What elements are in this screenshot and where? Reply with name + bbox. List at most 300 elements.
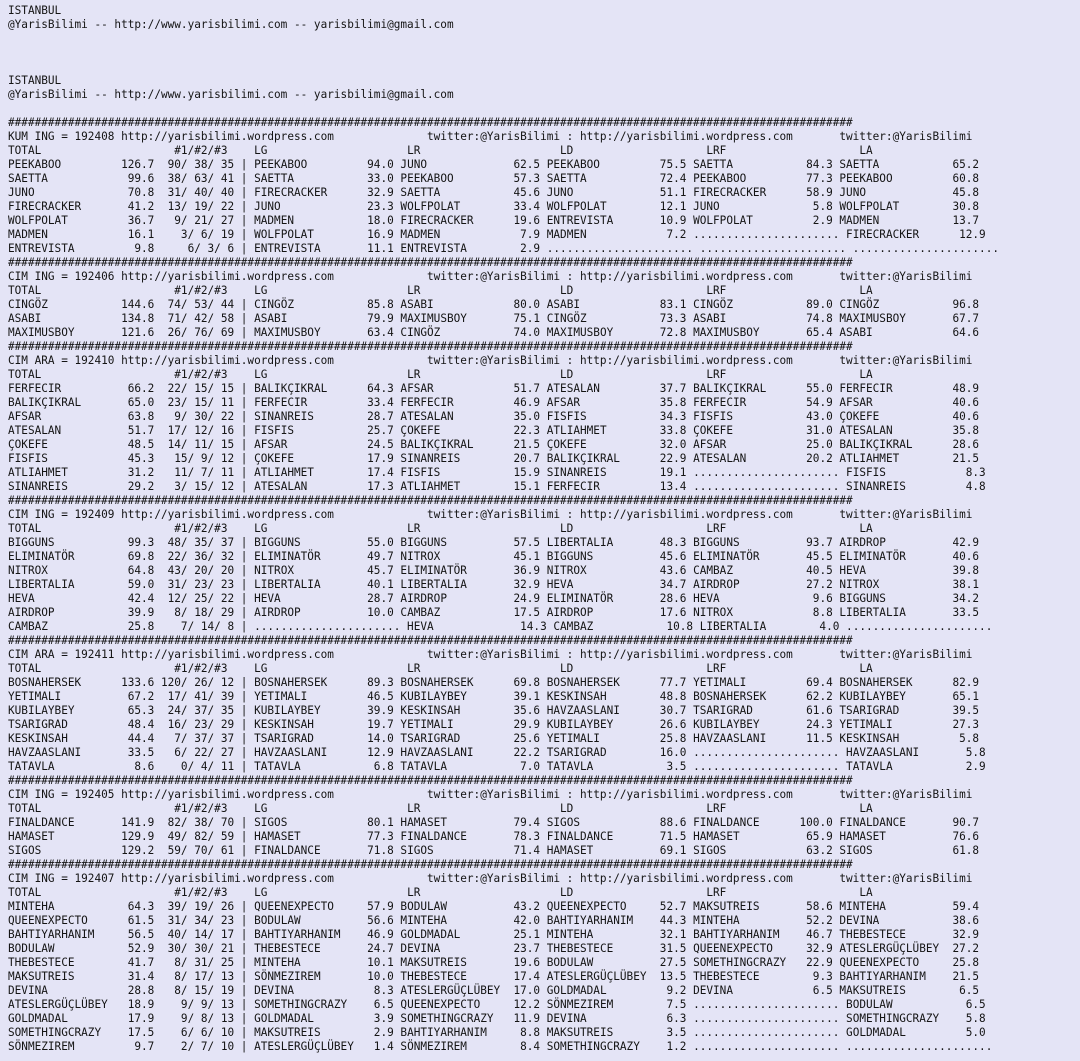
lr-cell: FISFIS 15.9: [393, 466, 541, 479]
race-twitter-handle: twitter:@YarisBilimi: [839, 354, 973, 367]
lr-cell: SÖNMEZIREM 8.4: [393, 1040, 541, 1053]
table-row: [8, 298, 1080, 312]
column-header-lrf: LRF: [706, 802, 860, 815]
lg-cell: CINGÖZ 85.8: [247, 298, 394, 311]
lg-cell: BAHTIYARHANIM 46.9: [247, 928, 394, 941]
column-header-la: LA: [859, 284, 873, 297]
ld-cell: CINGÖZ 73.3: [540, 312, 687, 325]
column-header-total: TOTAL #1/#2/#3: [8, 368, 255, 381]
table-row: [8, 942, 1080, 956]
separator-line: ###############################################################################################################################: [8, 256, 853, 269]
table-row: [8, 914, 1080, 928]
table-row: [8, 676, 1080, 690]
table-row: [8, 998, 1080, 1012]
table-row: [8, 704, 1080, 718]
column-header-lrf: LRF: [706, 368, 860, 381]
la-cell: FINALDANCE 90.7: [832, 816, 980, 829]
column-header-la: LA: [859, 802, 873, 815]
lrf-cell: ÇOKEFE 31.0: [686, 424, 833, 437]
lrf-cell: MINTEHA 52.2: [686, 914, 833, 927]
lr-cell: HEVA 14.3: [400, 620, 547, 633]
column-header-ld: LD: [560, 886, 707, 899]
lrf-cell: QUEENEXPECTO 32.9: [686, 942, 833, 955]
lg-cell: HAVZAASLANI 12.9: [247, 746, 394, 759]
column-header-total: TOTAL #1/#2/#3: [8, 522, 255, 535]
ld-cell: SIGOS 88.6: [540, 816, 687, 829]
lr-cell: SINANREIS 20.7: [393, 452, 541, 465]
lrf-cell: ......................: [686, 1040, 840, 1053]
table-row: [8, 214, 1080, 228]
lr-cell: ATESLERGÜÇLÜBEY 17.0: [393, 984, 541, 997]
city-heading: ISTANBUL: [8, 74, 62, 87]
race-title: CIM ING = 192406 http://yarisbilimi.wordpress.com: [8, 270, 427, 283]
total-cell: MINTEHA 64.3 39/ 19/ 26 |: [8, 900, 248, 913]
lg-cell: SÖNMEZIREM 10.0: [247, 970, 394, 983]
lg-cell: NITROX 45.7: [247, 564, 394, 577]
race-title-line: [8, 354, 1080, 368]
lrf-cell: DEVINA 6.5: [686, 984, 833, 997]
lr-cell: WOLFPOLAT 33.4: [393, 200, 541, 213]
table-row: [8, 564, 1080, 578]
la-cell: SOMETHINGCRAZY 5.8: [839, 1012, 986, 1025]
lr-cell: PEEKABOO 57.3: [393, 172, 541, 185]
ld-cell: BODULAW 27.5: [540, 956, 687, 969]
ld-cell: GOLDMADAL 9.2: [540, 984, 687, 997]
race-title: CIM ARA = 192411 http://yarisbilimi.wordpress.com: [8, 648, 427, 661]
lrf-cell: ASABI 74.8: [686, 312, 833, 325]
lr-cell: NITROX 45.1: [393, 550, 541, 563]
total-cell: CINGÖZ 144.6 74/ 53/ 44 |: [8, 298, 248, 311]
la-cell: SAETTA 65.2: [832, 158, 980, 171]
column-header-lr: LR: [407, 662, 561, 675]
la-cell: ......................: [839, 1040, 993, 1053]
column-header-lg: LG: [254, 522, 408, 535]
lg-cell: SOMETHINGCRAZY 6.5: [247, 998, 394, 1011]
ld-cell: HAMASET 69.1: [540, 844, 687, 857]
la-cell: GOLDMADAL 5.0: [839, 1026, 986, 1039]
lr-cell: FINALDANCE 78.3: [393, 830, 541, 843]
race-title-line: [8, 270, 1080, 284]
la-cell: NITROX 38.1: [832, 578, 980, 591]
la-cell: SINANREIS 4.8: [839, 480, 986, 493]
table-row: [8, 536, 1080, 550]
ld-cell: AFSAR 35.8: [540, 396, 687, 409]
total-cell: KUBILAYBEY 65.3 24/ 37/ 35 |: [8, 704, 248, 717]
table-row: [8, 844, 1080, 858]
table-row: [8, 466, 1080, 480]
contact-line: @YarisBilimi -- http://www.yarisbilimi.com -- yarisbilimi@gmail.com: [8, 88, 454, 101]
total-cell: MAXIMUSBOY 121.6 26/ 76/ 69 |: [8, 326, 248, 339]
total-cell: SIGOS 129.2 59/ 70/ 61 |: [8, 844, 248, 857]
total-cell: BIGGUNS 99.3 48/ 35/ 37 |: [8, 536, 248, 549]
table-row: [8, 970, 1080, 984]
total-cell: BOSNAHERSEK 133.6 120/ 26/ 12 |: [8, 676, 248, 689]
lrf-cell: HAMASET 65.9: [686, 830, 833, 843]
table-row: [8, 718, 1080, 732]
race-twitter-link: twitter:@YarisBilimi : http://yarisbilimi.wordpress.com: [427, 508, 840, 521]
lr-cell: KESKINSAH 35.6: [393, 704, 541, 717]
total-cell: ATESALAN 51.7 17/ 12/ 16 |: [8, 424, 248, 437]
lrf-cell: MAKSUTREIS 58.6: [686, 900, 833, 913]
lrf-cell: ......................: [686, 480, 840, 493]
lrf-cell: CAMBAZ 40.5: [686, 564, 833, 577]
column-header-line: [8, 368, 1080, 382]
ld-cell: ELIMINATÖR 28.6: [540, 592, 687, 605]
la-cell: BIGGUNS 34.2: [832, 592, 980, 605]
ld-cell: SINANREIS 19.1: [540, 466, 687, 479]
lrf-cell: FERFECIR 54.9: [686, 396, 833, 409]
column-header-line: [8, 802, 1080, 816]
ld-cell: PEEKABOO 75.5: [540, 158, 687, 171]
ld-cell: ATLIAHMET 33.8: [540, 424, 687, 437]
blank-line: [8, 32, 1080, 46]
total-cell: FERFECIR 66.2 22/ 15/ 15 |: [8, 382, 248, 395]
column-header-line: [8, 284, 1080, 298]
race-title: KUM ING = 192408 http://yarisbilimi.wordpress.com: [8, 130, 427, 143]
lg-cell: GOLDMADAL 3.9: [247, 1012, 394, 1025]
table-row: [8, 326, 1080, 340]
lr-cell: TATAVLA 7.0: [393, 760, 541, 773]
total-cell: JUNO 70.8 31/ 40/ 40 |: [8, 186, 248, 199]
lr-cell: BIGGUNS 57.5: [393, 536, 541, 549]
column-header-ld: LD: [560, 368, 707, 381]
column-header-line: [8, 662, 1080, 676]
contact-line: @YarisBilimi -- http://www.yarisbilimi.com -- yarisbilimi@gmail.com: [8, 18, 454, 31]
lrf-cell: PEEKABOO 77.3: [686, 172, 833, 185]
lg-cell: BODULAW 56.6: [247, 914, 394, 927]
lg-cell: ATLIAHMET 17.4: [247, 466, 394, 479]
column-header-ld: LD: [560, 284, 707, 297]
la-cell: ASABI 64.6: [832, 326, 980, 339]
la-cell: BALIKÇIKRAL 28.6: [832, 438, 980, 451]
ld-cell: CAMBAZ 10.8: [546, 620, 694, 633]
blank-line: [8, 46, 1080, 60]
race-twitter-handle: twitter:@YarisBilimi: [839, 508, 973, 521]
ld-cell: QUEENEXPECTO 52.7: [540, 900, 687, 913]
table-row: [8, 830, 1080, 844]
lg-cell: ENTREVISTA 11.1: [247, 242, 394, 255]
lrf-cell: TSARIGRAD 61.6: [686, 704, 833, 717]
column-header-total: TOTAL #1/#2/#3: [8, 284, 255, 297]
column-header-lg: LG: [254, 886, 408, 899]
ld-cell: SÖNMEZIREM 7.5: [540, 998, 687, 1011]
la-cell: PEEKABOO 60.8: [832, 172, 980, 185]
lg-cell: TATAVLA 6.8: [247, 760, 394, 773]
total-cell: BALIKÇIKRAL 65.0 23/ 15/ 11 |: [8, 396, 248, 409]
column-header-lg: LG: [254, 662, 408, 675]
total-cell: TSARIGRAD 48.4 16/ 23/ 29 |: [8, 718, 248, 731]
table-row: [8, 578, 1080, 592]
ld-cell: ASABI 83.1: [540, 298, 687, 311]
total-cell: CAMBAZ 25.8 7/ 14/ 8 |: [8, 620, 248, 633]
total-cell: TATAVLA 8.6 0/ 4/ 11 |: [8, 760, 248, 773]
total-cell: HAMASET 129.9 49/ 82/ 59 |: [8, 830, 248, 843]
column-header-total: TOTAL #1/#2/#3: [8, 802, 255, 815]
race-twitter-link: twitter:@YarisBilimi : http://yarisbilimi.wordpress.com: [427, 130, 840, 143]
table-row: [8, 592, 1080, 606]
table-row: [8, 746, 1080, 760]
lrf-cell: ......................: [686, 228, 840, 241]
table-row: [8, 732, 1080, 746]
column-header-la: LA: [859, 662, 873, 675]
la-cell: KESKINSAH 5.8: [832, 732, 980, 745]
la-cell: MAKSUTREIS 6.5: [832, 984, 980, 997]
total-cell: SAETTA 99.6 38/ 63/ 41 |: [8, 172, 248, 185]
lrf-cell: ......................: [686, 466, 840, 479]
column-header-lr: LR: [407, 368, 561, 381]
table-row: [8, 242, 1080, 256]
lg-cell: YETIMALI 46.5: [247, 690, 394, 703]
lr-cell: TSARIGRAD 25.6: [393, 732, 541, 745]
lrf-cell: JUNO 5.8: [686, 200, 833, 213]
lr-cell: DEVINA 23.7: [393, 942, 541, 955]
la-cell: HAMASET 76.6: [832, 830, 980, 843]
total-cell: QUEENEXPECTO 61.5 31/ 34/ 23 |: [8, 914, 248, 927]
ld-cell: FISFIS 34.3: [540, 410, 687, 423]
lr-cell: ELIMINATÖR 36.9: [393, 564, 541, 577]
la-cell: FISFIS 8.3: [839, 466, 986, 479]
column-header-total: TOTAL #1/#2/#3: [8, 662, 255, 675]
lg-cell: FINALDANCE 71.8: [247, 844, 394, 857]
lg-cell: SAETTA 33.0: [247, 172, 394, 185]
table-row: [8, 228, 1080, 242]
la-cell: ATESALAN 35.8: [832, 424, 980, 437]
table-row: [8, 1012, 1080, 1026]
lrf-cell: FISFIS 43.0: [686, 410, 833, 423]
column-header-la: LA: [859, 886, 873, 899]
race-twitter-link: twitter:@YarisBilimi : http://yarisbilimi.wordpress.com: [427, 270, 840, 283]
la-cell: TSARIGRAD 39.5: [832, 704, 980, 717]
la-cell: ATESLERGÜÇLÜBEY 27.2: [832, 942, 980, 955]
ld-cell: LIBERTALIA 48.3: [540, 536, 687, 549]
lg-cell: ......................: [247, 620, 401, 633]
lg-cell: BIGGUNS 55.0: [247, 536, 394, 549]
table-row: [8, 1026, 1080, 1040]
race-twitter-handle: twitter:@YarisBilimi: [839, 270, 973, 283]
ld-cell: NITROX 43.6: [540, 564, 687, 577]
lr-cell: GOLDMADAL 25.1: [393, 928, 541, 941]
lrf-cell: ......................: [686, 998, 840, 1011]
total-cell: LIBERTALIA 59.0 31/ 23/ 23 |: [8, 578, 248, 591]
la-cell: BAHTIYARHANIM 21.5: [832, 970, 980, 983]
lrf-cell: HEVA 9.6: [686, 592, 833, 605]
ld-cell: FERFECIR 13.4: [540, 480, 687, 493]
separator-line: ###############################################################################################################################: [8, 634, 853, 647]
race-title: CIM ARA = 192410 http://yarisbilimi.wordpress.com: [8, 354, 427, 367]
lr-cell: HAVZAASLANI 22.2: [393, 746, 541, 759]
la-cell: SIGOS 61.8: [832, 844, 980, 857]
race-twitter-handle: twitter:@YarisBilimi: [839, 788, 973, 801]
lr-cell: SIGOS 71.4: [393, 844, 541, 857]
total-cell: BODULAW 52.9 30/ 30/ 21 |: [8, 942, 248, 955]
total-cell: BAHTIYARHANIM 56.5 40/ 14/ 17 |: [8, 928, 248, 941]
race-twitter-link: twitter:@YarisBilimi : http://yarisbilimi.wordpress.com: [427, 648, 840, 661]
ld-cell: ENTREVISTA 10.9: [540, 214, 687, 227]
lg-cell: MADMEN 18.0: [247, 214, 394, 227]
lg-cell: DEVINA 8.3: [247, 984, 394, 997]
lr-cell: AIRDROP 24.9: [393, 592, 541, 605]
ld-cell: ATESLERGÜÇLÜBEY 13.5: [540, 970, 687, 983]
column-header-la: LA: [859, 144, 873, 157]
lr-cell: SOMETHINGCRAZY 11.9: [393, 1012, 541, 1025]
race-twitter-link: twitter:@YarisBilimi : http://yarisbilimi.wordpress.com: [427, 788, 840, 801]
ld-cell: BIGGUNS 45.6: [540, 550, 687, 563]
lr-cell: YETIMALI 29.9: [393, 718, 541, 731]
separator-line: ###############################################################################################################################: [8, 340, 853, 353]
lrf-cell: ......................: [686, 760, 840, 773]
total-cell: AFSAR 63.8 9/ 30/ 22 |: [8, 410, 248, 423]
lg-cell: WOLFPOLAT 16.9: [247, 228, 394, 241]
lrf-cell: WOLFPOLAT 2.9: [686, 214, 833, 227]
race-twitter-link: twitter:@YarisBilimi : http://yarisbilimi.wordpress.com: [427, 872, 840, 885]
lrf-cell: SOMETHINGCRAZY 22.9: [686, 956, 833, 969]
ld-cell: YETIMALI 25.8: [540, 732, 687, 745]
column-header-line: [8, 522, 1080, 536]
la-cell: DEVINA 38.6: [832, 914, 980, 927]
lr-cell: THEBESTECE 17.4: [393, 970, 541, 983]
lg-cell: FISFIS 25.7: [247, 424, 394, 437]
la-cell: BODULAW 6.5: [839, 998, 986, 1011]
lr-cell: FIRECRACKER 19.6: [393, 214, 541, 227]
ld-cell: DEVINA 6.3: [540, 1012, 687, 1025]
table-row: [8, 396, 1080, 410]
lr-cell: FERFECIR 46.9: [393, 396, 541, 409]
lg-cell: MINTEHA 10.1: [247, 956, 394, 969]
lg-cell: ATESLERGÜÇLÜBEY 1.4: [247, 1040, 394, 1053]
la-cell: ÇOKEFE 40.6: [832, 410, 980, 423]
lg-cell: HEVA 28.7: [247, 592, 394, 605]
lg-cell: QUEENEXPECTO 57.9: [247, 900, 394, 913]
lrf-cell: SIGOS 63.2: [686, 844, 833, 857]
ld-cell: KUBILAYBEY 26.6: [540, 718, 687, 731]
la-cell: THEBESTECE 32.9: [832, 928, 980, 941]
column-header-la: LA: [859, 522, 873, 535]
table-row: [8, 760, 1080, 774]
la-cell: KUBILAYBEY 65.1: [832, 690, 980, 703]
column-header-lr: LR: [407, 802, 561, 815]
ld-cell: MADMEN 7.2: [540, 228, 687, 241]
column-header-lg: LG: [254, 802, 408, 815]
la-cell: QUEENEXPECTO 25.8: [832, 956, 980, 969]
column-header-lr: LR: [407, 886, 561, 899]
total-cell: ASABI 134.8 71/ 42/ 58 |: [8, 312, 248, 325]
ld-cell: TSARIGRAD 16.0: [540, 746, 687, 759]
lr-cell: ATLIAHMET 15.1: [393, 480, 541, 493]
column-header-line: [8, 144, 1080, 158]
lrf-cell: ......................: [686, 746, 840, 759]
total-cell: MAKSUTREIS 31.4 8/ 17/ 13 |: [8, 970, 248, 983]
la-cell: LIBERTALIA 33.5: [832, 606, 980, 619]
ld-cell: TATAVLA 3.5: [540, 760, 687, 773]
ld-cell: THEBESTECE 31.5: [540, 942, 687, 955]
ld-cell: ......................: [540, 242, 694, 255]
lg-cell: FERFECIR 33.4: [247, 396, 394, 409]
lrf-cell: CINGÖZ 89.0: [686, 298, 833, 311]
table-row: [8, 816, 1080, 830]
total-cell: PEEKABOO 126.7 90/ 38/ 35 |: [8, 158, 248, 171]
la-cell: BOSNAHERSEK 82.9: [832, 676, 980, 689]
la-cell: YETIMALI 27.3: [832, 718, 980, 731]
table-row: [8, 424, 1080, 438]
ld-cell: BOSNAHERSEK 77.7: [540, 676, 687, 689]
lr-cell: HAMASET 79.4: [393, 816, 541, 829]
la-cell: MADMEN 13.7: [832, 214, 980, 227]
lrf-cell: FINALDANCE 100.0: [686, 816, 833, 829]
lrf-cell: BOSNAHERSEK 62.2: [686, 690, 833, 703]
la-cell: AIRDROP 42.9: [832, 536, 980, 549]
la-cell: ELIMINATÖR 40.6: [832, 550, 980, 563]
lg-cell: KUBILAYBEY 39.9: [247, 704, 394, 717]
column-header-ld: LD: [560, 522, 707, 535]
table-row: [8, 984, 1080, 998]
race-title-line: [8, 130, 1080, 144]
table-row: [8, 900, 1080, 914]
lrf-cell: NITROX 8.8: [686, 606, 833, 619]
total-cell: SÖNMEZIREM 9.7 2/ 7/ 10 |: [8, 1040, 248, 1053]
column-header-lg: LG: [254, 368, 408, 381]
column-header-lrf: LRF: [706, 522, 860, 535]
lg-cell: FIRECRACKER 32.9: [247, 186, 394, 199]
column-header-lrf: LRF: [706, 284, 860, 297]
race-title-line: [8, 788, 1080, 802]
lrf-cell: FIRECRACKER 58.9: [686, 186, 833, 199]
la-cell: WOLFPOLAT 30.8: [832, 200, 980, 213]
lr-cell: BODULAW 43.2: [393, 900, 541, 913]
column-header-lr: LR: [407, 522, 561, 535]
lr-cell: BAHTIYARHANIM 8.8: [393, 1026, 541, 1039]
lr-cell: BOSNAHERSEK 69.8: [393, 676, 541, 689]
lrf-cell: BIGGUNS 93.7: [686, 536, 833, 549]
separator-line: ###############################################################################################################################: [8, 858, 853, 871]
la-cell: HAVZAASLANI 5.8: [839, 746, 986, 759]
blank-line: [8, 60, 1080, 74]
lr-cell: MINTEHA 42.0: [393, 914, 541, 927]
ld-cell: MAXIMUSBOY 72.8: [540, 326, 687, 339]
ld-cell: BALIKÇIKRAL 22.9: [540, 452, 687, 465]
table-row: [8, 452, 1080, 466]
table-row: [8, 200, 1080, 214]
table-row: [8, 382, 1080, 396]
lrf-cell: BALIKÇIKRAL 55.0: [686, 382, 833, 395]
lg-cell: SINANREIS 28.7: [247, 410, 394, 423]
lr-cell: JUNO 62.5: [393, 158, 541, 171]
ld-cell: JUNO 51.1: [540, 186, 687, 199]
lrf-cell: HAVZAASLANI 11.5: [686, 732, 833, 745]
race-title-line: [8, 872, 1080, 886]
total-cell: SINANREIS 29.2 3/ 15/ 12 |: [8, 480, 248, 493]
column-header-line: [8, 886, 1080, 900]
ld-cell: ATESALAN 37.7: [540, 382, 687, 395]
table-row: [8, 438, 1080, 452]
total-cell: WOLFPOLAT 36.7 9/ 21/ 27 |: [8, 214, 248, 227]
total-cell: AIRDROP 39.9 8/ 18/ 29 |: [8, 606, 248, 619]
column-header-total: TOTAL #1/#2/#3: [8, 144, 255, 157]
column-header-lg: LG: [254, 284, 408, 297]
lrf-cell: BAHTIYARHANIM 46.7: [686, 928, 833, 941]
la-cell: TATAVLA 2.9: [839, 760, 986, 773]
table-row: [8, 956, 1080, 970]
lg-cell: SIGOS 80.1: [247, 816, 394, 829]
lr-cell: ATESALAN 35.0: [393, 410, 541, 423]
lrf-cell: ......................: [686, 1026, 840, 1039]
la-cell: MINTEHA 59.4: [832, 900, 980, 913]
ld-cell: SOMETHINGCRAZY 1.2: [540, 1040, 687, 1053]
lrf-cell: LIBERTALIA 4.0: [693, 620, 840, 633]
total-cell: ELIMINATÖR 69.8 22/ 36/ 32 |: [8, 550, 248, 563]
lg-cell: ÇOKEFE 17.9: [247, 452, 394, 465]
ld-cell: MAKSUTREIS 3.5: [540, 1026, 687, 1039]
lg-cell: LIBERTALIA 40.1: [247, 578, 394, 591]
